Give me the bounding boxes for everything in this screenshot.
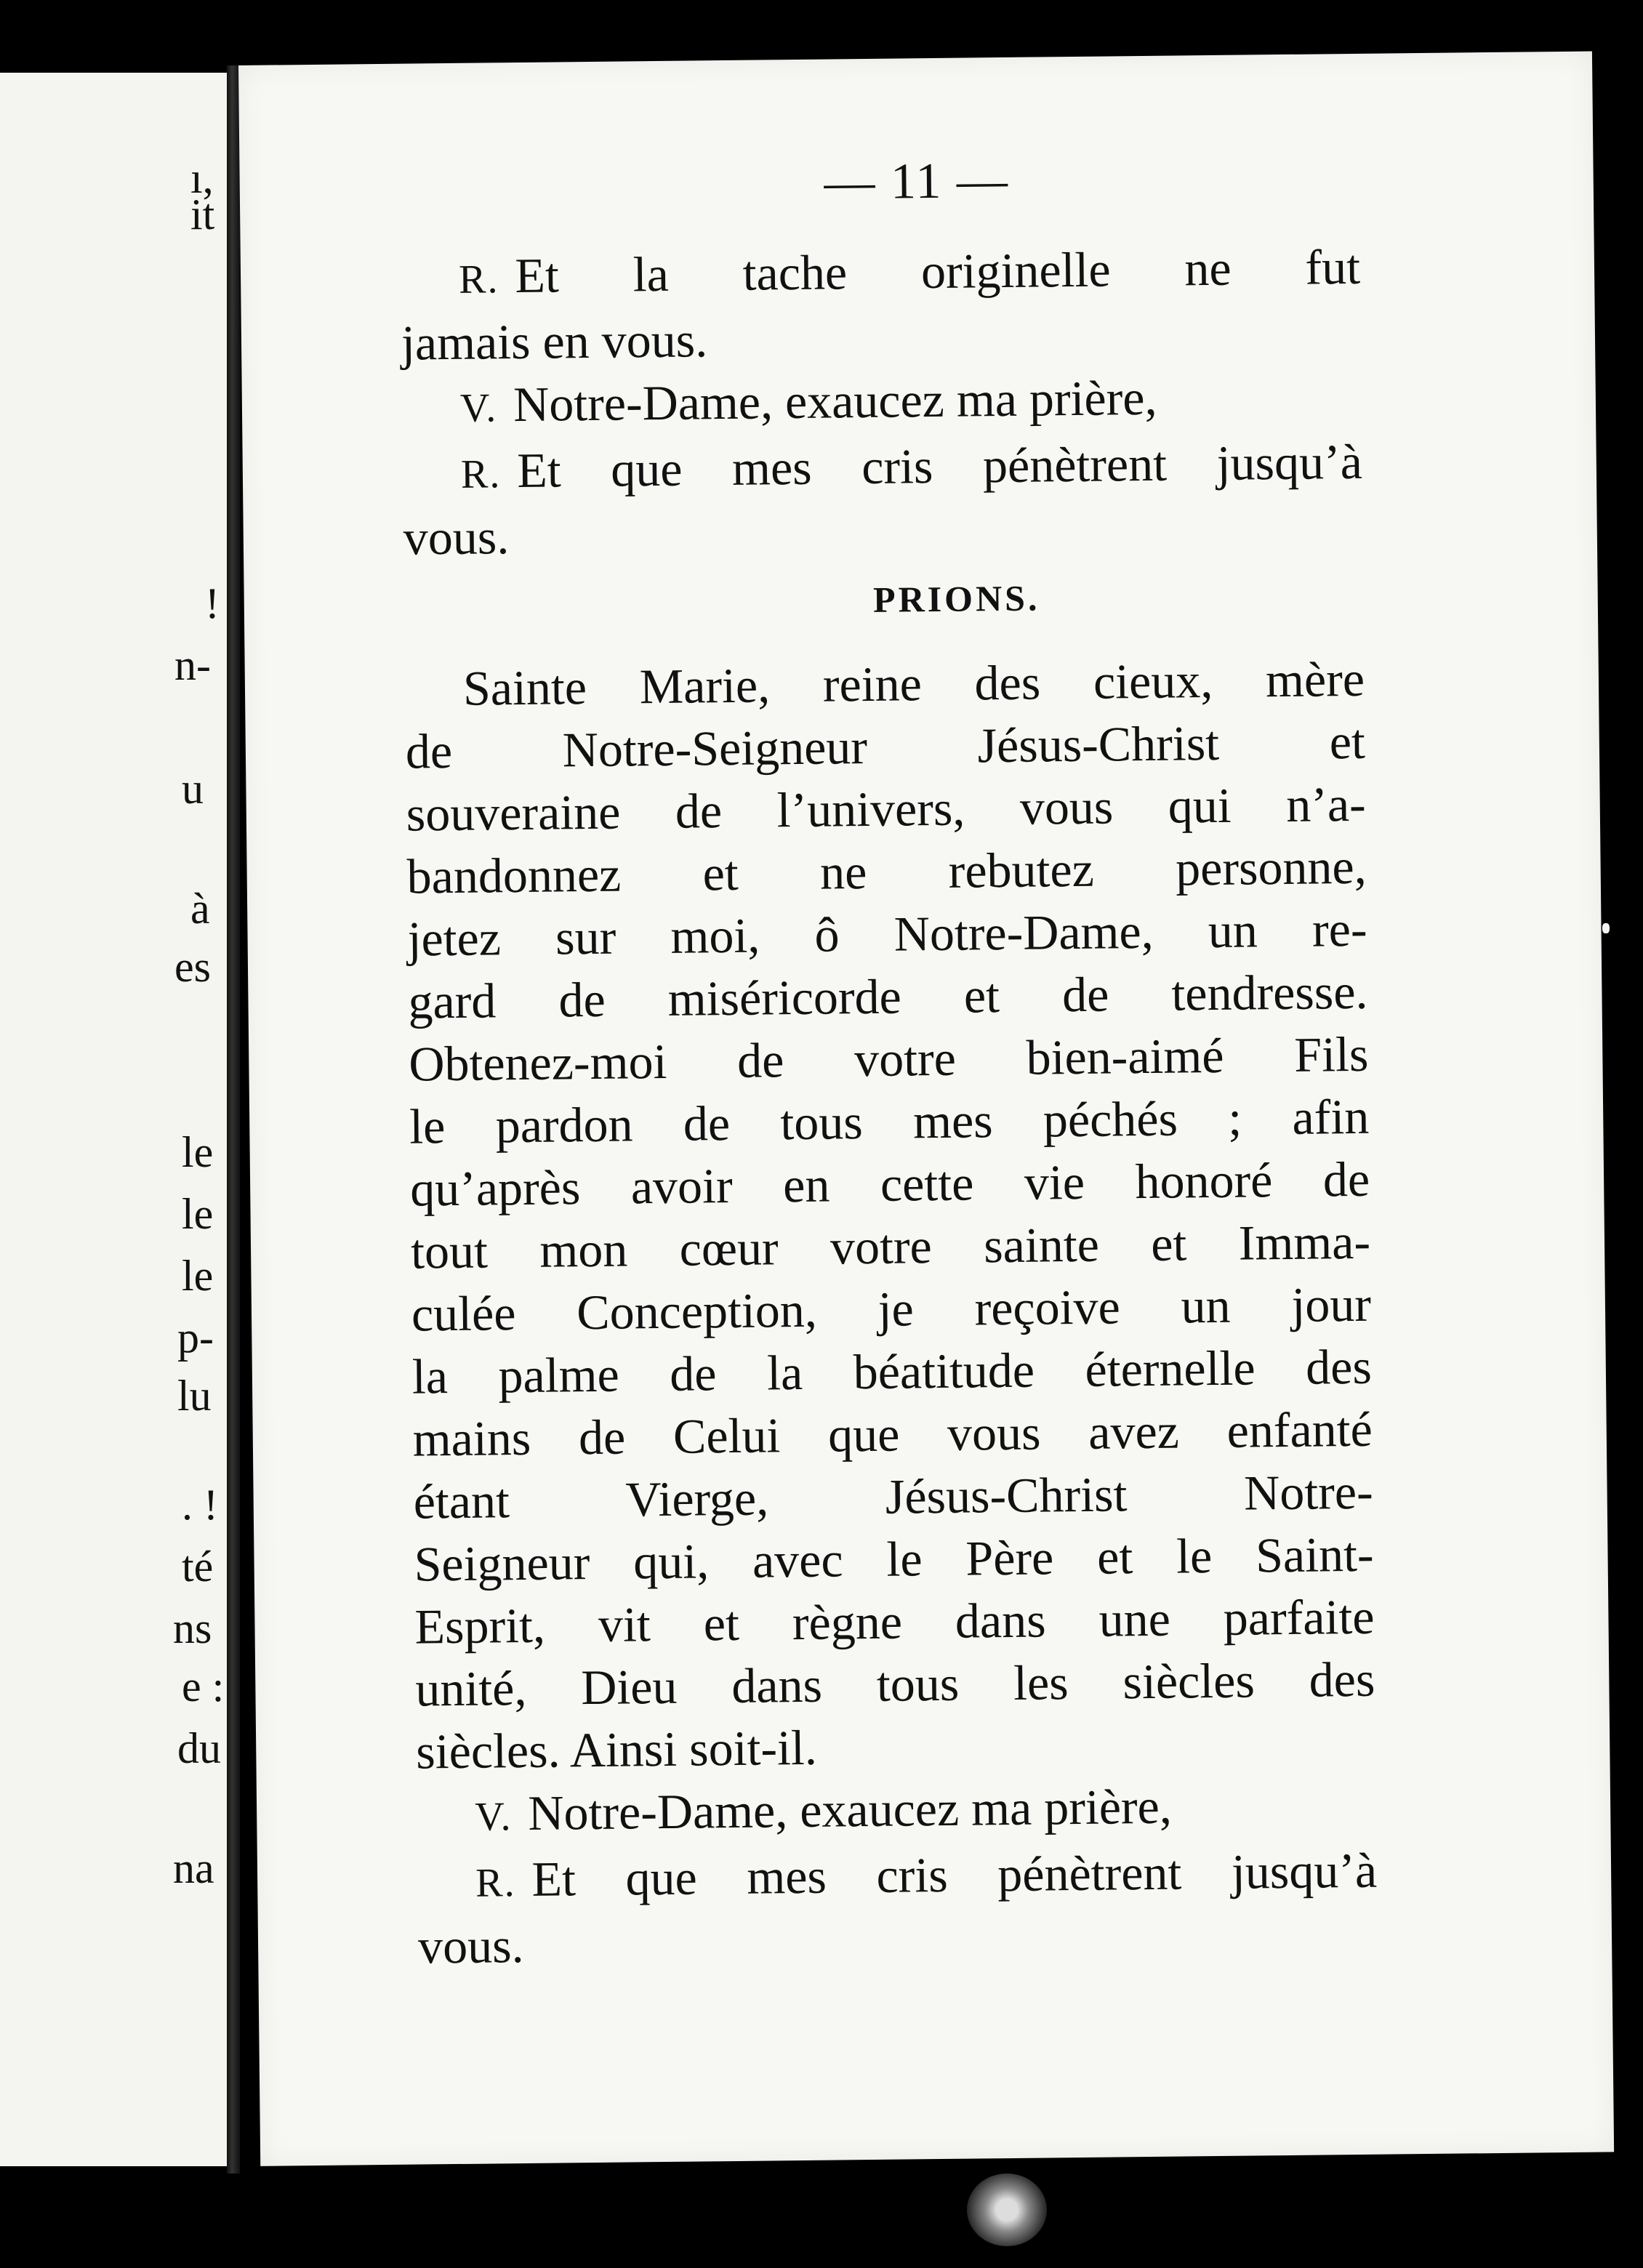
left-text-fragment: u <box>182 765 204 813</box>
line-text: Et la tache originelle ne fut <box>515 238 1361 304</box>
response-line <box>401 236 1361 312</box>
line-text: Notre-Dame, exaucez ma prière, <box>513 369 1157 433</box>
prayer-line: siècles. Ainsi soit-il. <box>415 1719 818 1780</box>
prayer-line: la palme de la béatitude éternelle des <box>411 1338 1373 1404</box>
versicle-marker: V. <box>459 385 498 431</box>
left-text-fragment: le <box>182 1190 214 1238</box>
text-line: jamais en vous. <box>401 312 708 371</box>
left-text-fragment: it <box>190 190 215 238</box>
left-text-fragment: n- <box>174 641 211 689</box>
prayer-line: tout mon cœur votre sainte et Imma- <box>410 1213 1371 1279</box>
left-text-fragment: . ! <box>182 1481 218 1529</box>
left-text-fragment: le <box>182 1252 214 1300</box>
response-line <box>417 1839 1378 1915</box>
right-page <box>238 52 1614 2166</box>
left-text-fragment: du <box>177 1724 221 1772</box>
left-text-fragment: es <box>174 943 211 991</box>
left-page-fragment <box>0 73 227 2166</box>
left-text-fragment: p- <box>177 1314 214 1362</box>
prayer-line: Sainte Marie, reine des cieux, mère <box>462 651 1365 716</box>
versicle-line <box>417 1773 1377 1849</box>
prayer-line: unité, Dieu dans tous les siècles des <box>415 1651 1375 1717</box>
response-marker: R. <box>458 257 499 302</box>
prayer-line: Seigneur qui, avec le Père et le Saint- <box>414 1526 1374 1592</box>
left-text-fragment: ns <box>173 1604 212 1652</box>
prayer-line: jetez sur moi, ô Notre-Dame, un re- <box>407 901 1367 967</box>
paper-speck <box>1602 923 1610 933</box>
prayer-line: de Notre-Seigneur Jésus-Christ et <box>405 713 1366 779</box>
book-gutter <box>227 65 240 2174</box>
left-text-fragment: e : <box>182 1662 225 1710</box>
prayer-line: étant Vierge, Jésus-Christ Notre- <box>413 1463 1374 1529</box>
text-line: vous. <box>403 509 510 566</box>
prayer-line: gard de miséricorde et de tendresse. <box>408 963 1368 1029</box>
prayer-line: Esprit, vit et règne dans une parfaite <box>414 1588 1375 1654</box>
text-line: vous. <box>417 1918 524 1974</box>
line-text: Notre-Dame, exaucez ma prière, <box>528 1778 1173 1841</box>
left-text-fragment: na <box>173 1844 214 1892</box>
left-text-fragment: té <box>182 1543 214 1591</box>
left-text-fragment: à <box>190 885 210 933</box>
left-text-fragment: ı, <box>190 154 214 202</box>
ink-blot <box>967 2174 1047 2246</box>
prayer-line: mains de Celui que vous avez enfanté <box>412 1401 1373 1467</box>
line-text: Et que mes cris pénètrent jusqu’à <box>516 433 1363 499</box>
page-number: — 11 — <box>824 152 1010 211</box>
prayer-line: souveraine de l’univers, vous qui n’a- <box>406 776 1367 842</box>
versicle-line <box>401 364 1362 441</box>
line-text: Et que mes cris pénètrent jusqu’à <box>531 1842 1378 1907</box>
page-text <box>401 236 1378 1978</box>
left-text-fragment: ! <box>205 579 220 627</box>
response-marker: R. <box>475 1860 516 1906</box>
prayer-line: culée Conception, je reçoive un jour <box>411 1276 1372 1342</box>
prayer-line: bandonnez et ne rebutez personne, <box>406 838 1367 904</box>
response-marker: R. <box>460 451 502 497</box>
left-text-fragment: lu <box>177 1372 212 1420</box>
prayer-line: le pardon de tous mes péchés ; afin <box>409 1088 1370 1154</box>
section-heading: PRIONS. <box>872 577 1040 620</box>
prayer-line: qu’après avoir en cette vie honoré de <box>409 1151 1370 1217</box>
response-line <box>402 430 1362 507</box>
versicle-marker: V. <box>474 1794 513 1840</box>
prayer-line: Obtenez-moi de votre bien-aimé Fils <box>408 1026 1369 1092</box>
left-text-fragment: le <box>182 1128 214 1176</box>
